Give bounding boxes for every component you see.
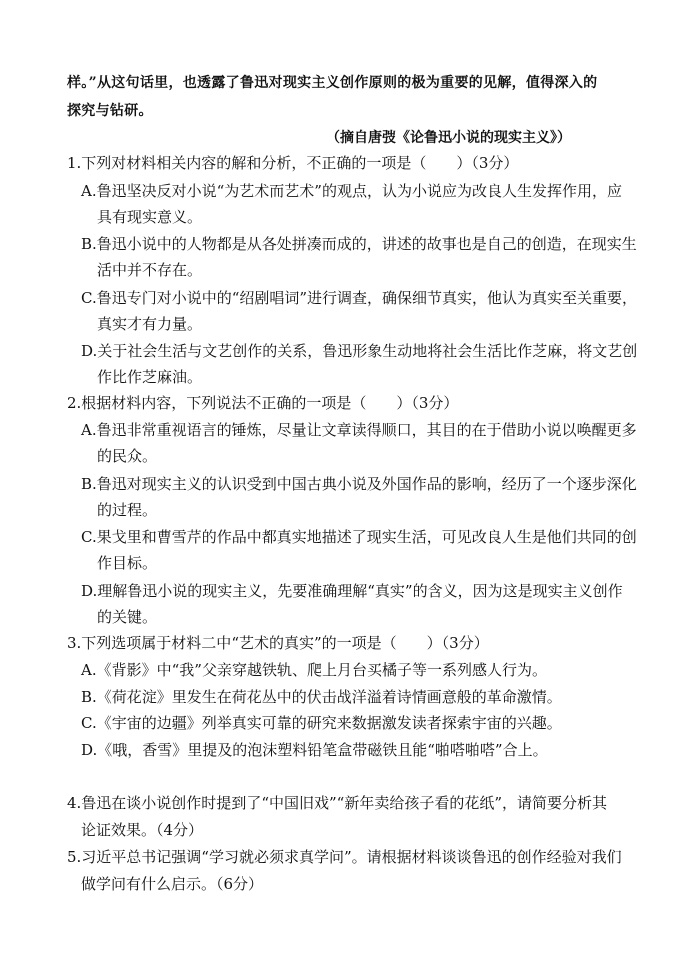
intro-text-line-1: 样。”从这句话里，也透露了鲁迅对现实主义创作原则的极为重要的见解，值得深入的 — [67, 75, 598, 91]
question-3-stem: 3.下列选项属于材料二中“艺术的真实”的一项是（ ）（3分） — [67, 634, 489, 652]
source-citation: （摘自唐弢《论鲁迅小说的现实主义》） — [326, 130, 571, 146]
question-2-option-a: A.鲁迅非常重视语言的锤炼，尽量让文章读得顺口，其目的在于借助小说以唤醒更多 — [81, 421, 637, 439]
question-1-option-b-cont: 活中并不存在。 — [97, 261, 203, 279]
question-1-option-d-cont: 作比作芝麻油。 — [97, 368, 203, 386]
question-3-option-a: A.《背影》中“我”父亲穿越铁轨、爬上月台买橘子等一系列感人行为。 — [81, 661, 547, 679]
intro-text-line-2: 探究与钻研。 — [67, 103, 153, 119]
question-2-option-c: C.果戈里和曹雪芹的作品中都真实地描述了现实生活，可见改良人生是他们共同的创 — [81, 528, 637, 546]
question-1-option-a-cont: 具有现实意义。 — [97, 208, 203, 226]
question-1-option-d: D.关于社会生活与文艺创作的关系，鲁迅形象生动地将社会生活比作芝麻，将文艺创 — [81, 342, 638, 360]
question-1-option-a: A.鲁迅坚决反对小说“为艺术而艺术”的观点，认为小说应为改良人生发挥作用，应 — [81, 182, 622, 200]
question-3-option-b: B.《荷花淀》里发生在荷花丛中的伏击战洋溢着诗情画意般的革命激情。 — [81, 688, 562, 706]
question-1-option-b: B.鲁迅小说中的人物都是从各处拼凑而成的，讲述的故事也是自己的创造，在现实生 — [81, 235, 637, 253]
question-3-option-c: C.《宇宙的边疆》列举真实可靠的研究来数据激发读者探索宇宙的兴趣。 — [81, 714, 562, 732]
question-2-option-c-cont: 作目标。 — [97, 554, 158, 572]
question-2-option-d: D.理解鲁迅小说的现实主义，先要准确理解“真实”的含义，因为这是现实主义创作 — [81, 582, 623, 600]
question-2-option-a-cont: 的民众。 — [97, 447, 158, 465]
question-1-stem: 1.下列对材料相关内容的解和分析，不正确的一项是（ ）（3分） — [67, 154, 519, 172]
question-5-stem-cont: 做学问有什么启示。（6分） — [81, 875, 264, 893]
question-2-stem: 2.根据材料内容，下列说法不正确的一项是（ ）（3分） — [67, 394, 459, 412]
question-2-option-d-cont: 的关键。 — [97, 608, 158, 626]
question-4-stem: 4.鲁迅在谈小说创作时提到了“中国旧戏”“新年卖给孩子看的花纸”，请简要分析其 — [67, 794, 607, 812]
question-4-stem-cont: 论证效果。（4分） — [81, 821, 204, 839]
question-1-option-c-cont: 真实才有力量。 — [97, 315, 203, 333]
question-2-option-b-cont: 的过程。 — [97, 501, 158, 519]
question-2-option-b: B.鲁迅对现实主义的认识受到中国古典小说及外国作品的影响，经历了一个逐步深化 — [81, 475, 637, 493]
question-5-stem: 5.习近平总书记强调“学习就必须求真学问”。请根据材料谈谈鲁迅的创作经验对我们 — [67, 848, 622, 866]
question-1-option-c: C.鲁迅专门对小说中的“绍剧唱词”进行调查，确保细节真实，他认为真实至关重要， — [81, 289, 638, 307]
question-3-option-d: D.《哦，香雪》里提及的泡沫塑料铅笔盒带磁铁且能“啪嗒啪嗒”合上。 — [81, 741, 548, 759]
